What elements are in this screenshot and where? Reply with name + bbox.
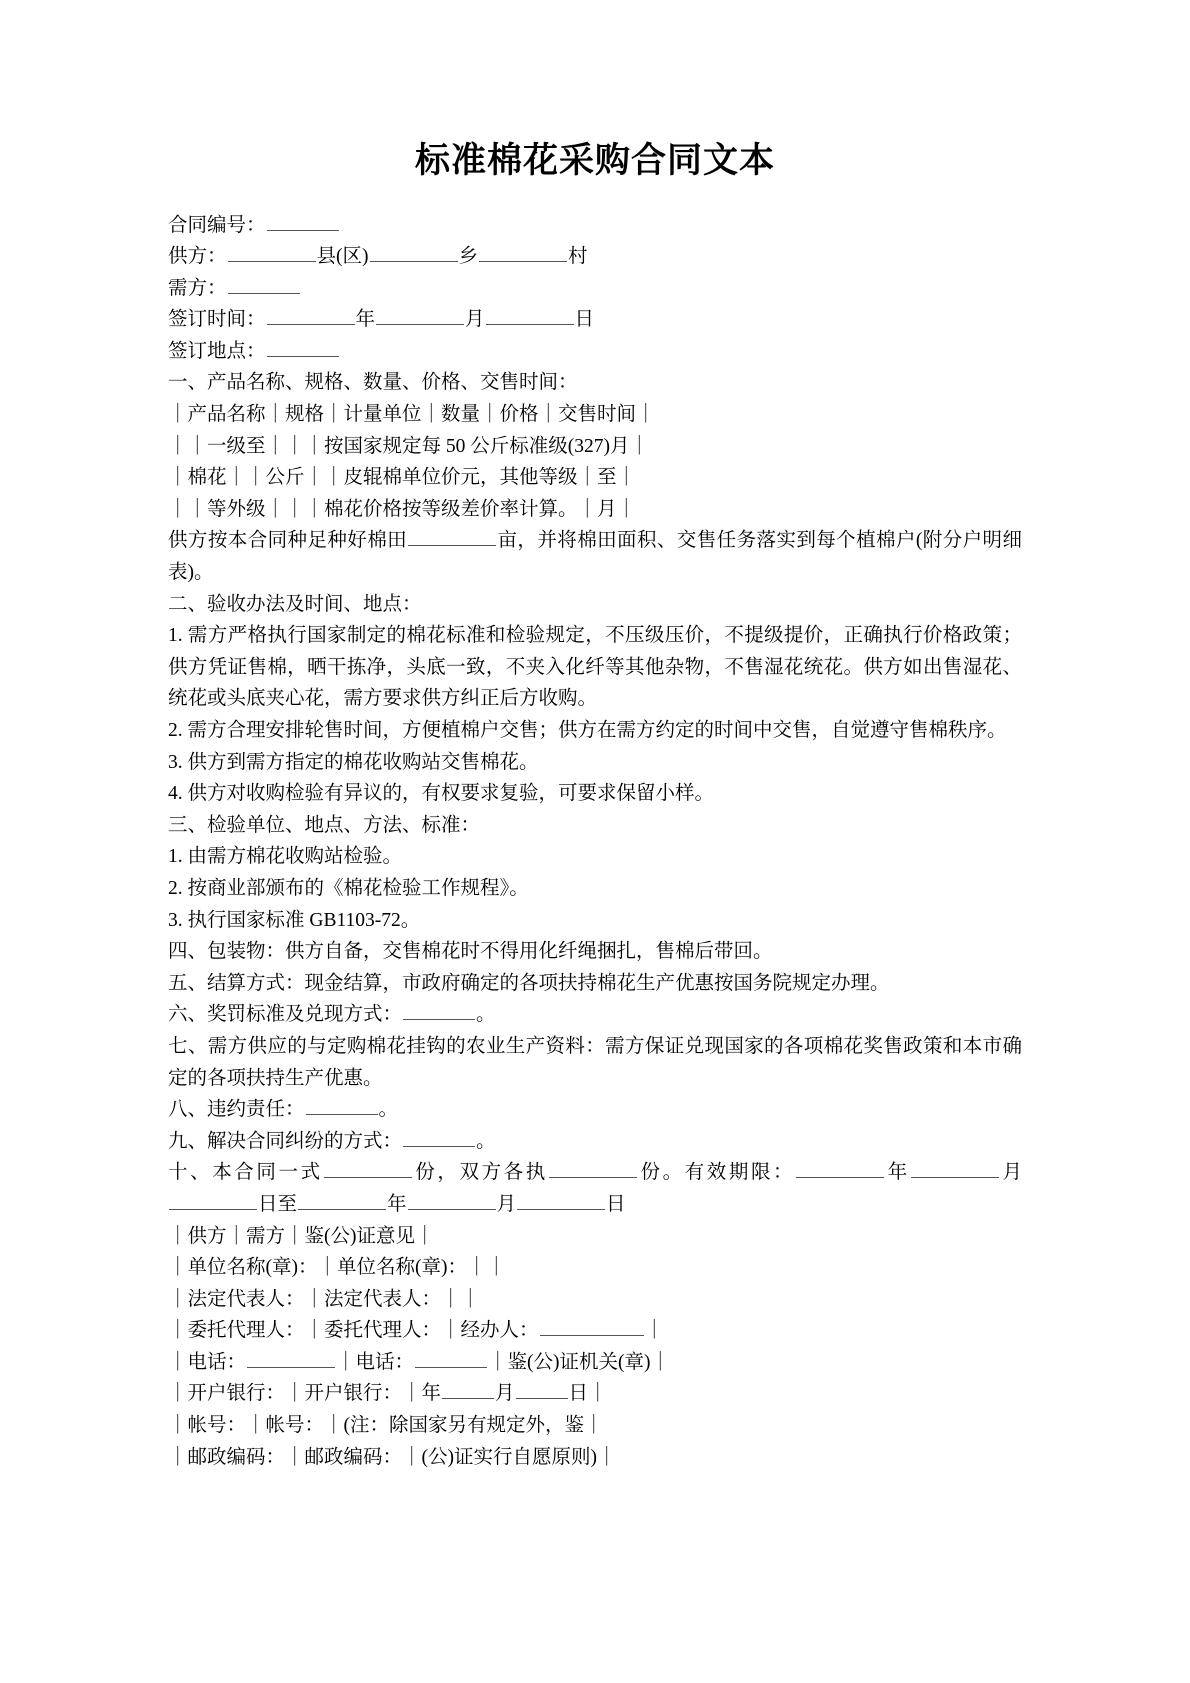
each-party-copies-blank[interactable] — [549, 1159, 637, 1179]
planting-area-prefix: 供方按本合同种足种好棉田 — [168, 530, 408, 552]
town-unit-label: 乡 — [458, 246, 479, 268]
validity-end-month-blank[interactable] — [408, 1190, 496, 1210]
field-buyer — [168, 273, 1022, 305]
section-two-heading: 二、验收办法及时间、地点： — [168, 593, 422, 615]
section-five: 五、结算方式：现金结算，市政府确定的各项扶持棉花生产优惠按国务院规定办理。 — [168, 972, 890, 994]
product-table-row: ｜｜等外级｜｜｜棉花价格按等级差价率计算。｜月｜ — [168, 498, 637, 520]
validity-month-2: 月 — [496, 1193, 517, 1215]
section-eight-prefix: 八、违约责任： — [168, 1099, 305, 1121]
bank-row-head: ｜开户银行：｜开户银行：｜年 — [168, 1383, 442, 1405]
validity-month-1: 月 — [999, 1162, 1022, 1184]
notary-day-blank[interactable] — [516, 1380, 568, 1400]
validity-start-year-blank[interactable] — [796, 1159, 884, 1179]
validity-day-2: 日 — [606, 1193, 626, 1215]
county-unit-label: 县(区) — [316, 246, 369, 268]
sign-year-blank[interactable] — [267, 306, 355, 326]
sign-month-blank[interactable] — [376, 306, 464, 326]
signature-table-row — [168, 1378, 1022, 1410]
product-table-row: ｜｜一级至｜｜｜按国家规定每 50 公斤标准级(327)月｜ — [168, 435, 649, 457]
supplier-county-blank[interactable] — [228, 243, 316, 263]
section-six-prefix: 六、奖罚标准及兑现方式： — [168, 1004, 403, 1026]
validity-start-month-blank[interactable] — [911, 1159, 999, 1179]
month-label: 月 — [465, 309, 485, 331]
day-label: 日 — [574, 309, 595, 331]
validity-start-day-blank[interactable] — [169, 1190, 257, 1210]
section-nine-suffix: 。 — [476, 1130, 496, 1152]
product-table-row: ｜产品名称｜规格｜计量单位｜数量｜价格｜交售时间｜ — [168, 404, 656, 426]
sign-place-blank[interactable] — [267, 337, 339, 357]
section-one-heading: 一、产品名称、规格、数量、价格、交售时间： — [168, 372, 578, 394]
planting-area-blank[interactable] — [408, 527, 496, 547]
product-table-row: ｜棉花｜｜公斤｜｜皮辊棉单位价元，其他等级｜至｜ — [168, 467, 637, 489]
field-sign-place — [168, 336, 1022, 368]
contract-number-blank[interactable] — [267, 211, 339, 231]
buyer-phone-blank[interactable] — [415, 1348, 487, 1368]
validity-end-year-blank[interactable] — [298, 1190, 386, 1210]
sign-day-blank[interactable] — [486, 306, 574, 326]
signature-table-row: ｜邮政编码：｜邮政编码：｜(公)证实行自愿原则)｜ — [168, 1446, 617, 1468]
section-nine-blank[interactable] — [403, 1127, 475, 1147]
sign-time-label: 签订时间： — [168, 309, 266, 331]
bank-row-tail: 日｜ — [568, 1383, 608, 1405]
validity-label: 份。有效期限： — [637, 1162, 796, 1184]
village-unit-label: 村 — [568, 246, 588, 268]
field-sign-time — [168, 304, 1022, 336]
copies-mid: 份，双方各执 — [412, 1162, 548, 1184]
agent-name-blank[interactable] — [540, 1317, 644, 1337]
section-eight — [168, 1094, 1022, 1126]
buyer-label: 需方： — [168, 277, 227, 299]
supplier-village-blank[interactable] — [479, 243, 567, 263]
copies-prefix: 十、本合同一式 — [168, 1162, 323, 1184]
field-supplier — [168, 241, 1022, 273]
total-copies-blank[interactable] — [324, 1159, 412, 1179]
page-title: 标准棉花采购合同文本 — [414, 141, 775, 180]
bank-row-month: 月 — [495, 1383, 515, 1405]
section-four: 四、包装物：供方自备，交售棉花时不得用化纤绳捆扎，售棉后带回。 — [168, 941, 773, 963]
validity-day-1: 日至 — [258, 1193, 298, 1215]
supplier-town-blank[interactable] — [370, 243, 458, 263]
section-seven: 七、需方供应的与定购棉花挂钩的农业生产资料：需方保证兑现国家的各项棉花奖售政策和本市确定的各项扶持生产优惠。 — [168, 1035, 1022, 1089]
supplier-label: 供方： — [168, 246, 227, 268]
signature-table-row: ｜供方｜需方｜鉴(公)证意见｜ — [168, 1225, 435, 1247]
section-two-item: 4. 供方对收购检验有异议的，有权要求复验，可要求保留小样。 — [168, 783, 715, 805]
section-two-item: 3. 供方到需方指定的棉花收购站交售棉花。 — [168, 751, 539, 773]
contract-number-label: 合同编号： — [168, 214, 266, 236]
validity-year-1: 年 — [885, 1162, 910, 1184]
agent-row-text: ｜委托代理人：｜委托代理人：｜经办人： — [168, 1320, 539, 1342]
phone-row-tail: ｜鉴(公)证机关(章)｜ — [488, 1351, 671, 1373]
section-ten — [168, 1157, 1022, 1220]
section-two-item: 2. 需方合理安排轮售时间，方便植棉户交售；供方在需方约定的时间中交售，自觉遵守售棉秩序。 — [168, 720, 1007, 741]
planting-area-suffix: 亩，并将棉田面积、交售任务落实到每个植棉户(附分户明细表)。 — [168, 530, 1022, 584]
notary-month-blank[interactable] — [442, 1380, 494, 1400]
supplier-phone-blank[interactable] — [247, 1348, 335, 1368]
phone-row-head: ｜电话： — [168, 1351, 247, 1373]
section-six-blank[interactable] — [403, 1001, 475, 1021]
section-three-item: 3. 执行国家标准 GB1103-72。 — [168, 909, 421, 931]
field-contract-number — [168, 210, 1022, 242]
phone-row-mid: ｜电话： — [336, 1351, 415, 1373]
signature-table-row: ｜法定代表人：｜法定代表人：｜｜ — [168, 1288, 481, 1310]
signature-table-row: ｜单位名称(章)：｜单位名称(章)：｜｜ — [168, 1257, 506, 1279]
section-three-item: 1. 由需方棉花收购站检验。 — [168, 846, 403, 868]
section-two-item: 1. 需方严格执行国家制定的棉花标准和检验规定，不压级压价，不提级提价，正确执行价格政策；供方凭证售棉，晒干拣净，头底一致，不夹入化纤等其他杂物，不售湿花统花。供方如出售湿花、统花或头底夹心花，需方要求供方纠正后方收购。 — [168, 625, 1022, 710]
validity-year-2: 年 — [387, 1193, 407, 1215]
section-one-paragraph — [168, 525, 1022, 588]
section-three-item: 2. 按商业部颁布的《棉花检验工作规程》。 — [168, 877, 529, 899]
agent-row-tail: ｜ — [644, 1320, 665, 1342]
section-eight-suffix: 。 — [378, 1099, 399, 1121]
section-six-suffix: 。 — [476, 1004, 496, 1026]
document-body — [168, 210, 1022, 1474]
signature-table-row: ｜帐号：｜帐号：｜(注：除国家另有规定外，鉴｜ — [168, 1415, 604, 1437]
section-three-heading: 三、检验单位、地点、方法、标准： — [168, 814, 481, 836]
validity-end-day-blank[interactable] — [517, 1190, 605, 1210]
signature-table-row — [168, 1315, 1022, 1347]
sign-place-label: 签订地点： — [168, 340, 266, 362]
section-six — [168, 999, 1022, 1031]
signature-table-row — [168, 1347, 1022, 1379]
section-nine — [168, 1126, 1022, 1158]
buyer-blank[interactable] — [228, 274, 300, 294]
section-nine-prefix: 九、解决合同纠纷的方式： — [168, 1130, 403, 1152]
section-eight-blank[interactable] — [306, 1096, 378, 1116]
year-label: 年 — [355, 309, 376, 331]
